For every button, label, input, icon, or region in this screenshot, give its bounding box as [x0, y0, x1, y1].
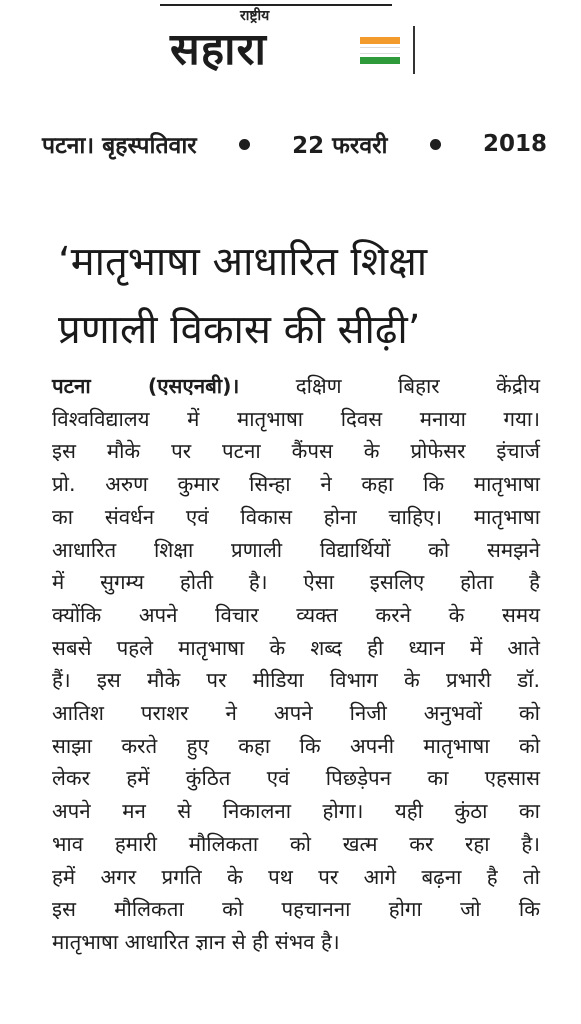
dateline-day: बृहस्पतिवार: [102, 133, 197, 159]
article-line: प्रो. अरुण कुमार सिन्हा ने कहा कि मातृभाषा: [52, 472, 540, 497]
dateline-city: पटना।: [42, 133, 95, 159]
article-line: इस मौके पर पटना कैंपस के प्रोफेसर इंचार्ज: [52, 439, 540, 464]
bullet-dot-icon: [239, 139, 250, 150]
dateline-date: 22 फरवरी: [292, 133, 388, 159]
newspaper-logo: सहारा: [170, 24, 267, 75]
article-line: अपने मन से निकालना होगा। यही कुंठा का: [52, 799, 540, 824]
masthead-divider: [413, 26, 415, 74]
article-line: आतिश पराशर ने अपने निजी अनुभवों को: [52, 701, 540, 726]
masthead-subtitle: राष्ट्रीय: [240, 8, 270, 24]
article-line: सबसे पहले मातृभाषा के शब्द ही ध्यान में आते: [52, 635, 540, 660]
article-line: इस मौलिकता को पहचानना होगा जो कि: [52, 897, 540, 922]
dateline: [42, 124, 547, 164]
flag-green-stripe: [360, 57, 400, 64]
article-line: आधारित शिक्षा प्रणाली विद्यार्थियों को समझने: [52, 537, 540, 562]
article-line: साझा करते हुए कहा कि अपनी मातृभाषा को: [52, 733, 540, 758]
article-line: [52, 370, 540, 403]
bullet-dot-icon: [430, 139, 441, 150]
dateline-year: 2018: [482, 131, 547, 157]
article-line: में सुगम्य होती है। ऐसा इसलिए होता है: [52, 570, 540, 595]
article-body: [52, 370, 540, 959]
article-line: लेकर हमें कुंठित एवं पिछड़ेपन का एहसास: [52, 766, 540, 791]
article-line: क्योंकि अपने विचार व्यक्त करने के समय: [52, 602, 540, 627]
article-line: विश्वविद्यालय में मातृभाषा दिवस मनाया गया।: [52, 406, 540, 431]
article-line-text: दक्षिण बिहार केंद्रीय: [239, 374, 541, 398]
article-line: का संवर्धन एवं विकास होना चाहिए। मातृभाषा: [52, 504, 540, 529]
article-line: मातृभाषा आधारित ज्ञान से ही संभव है।: [52, 929, 340, 954]
article-line: भाव हमारी मौलिकता को खत्म कर रहा है।: [52, 831, 540, 856]
tricolor-flag-icon: [360, 37, 400, 67]
article-headline: [58, 228, 538, 364]
headline-line: प्रणाली विकास की सीढ़ी’: [58, 307, 421, 353]
dateline-city-day: [42, 128, 197, 160]
article-line: हैं। इस मौके पर मीडिया विभाग के प्रभारी डॉ.: [52, 668, 540, 693]
article-lead: पटना (एसएनबी)।: [52, 374, 240, 398]
flag-saffron-stripe: [360, 37, 400, 44]
article-line: हमें अगर प्रगति के पथ पर आगे बढ़ना है तो: [52, 864, 540, 889]
headline-line: ‘मातृभाषा आधारित शिक्षा: [58, 239, 428, 285]
flag-white-stripe: [360, 47, 400, 54]
masthead-top-rule: [160, 4, 392, 6]
